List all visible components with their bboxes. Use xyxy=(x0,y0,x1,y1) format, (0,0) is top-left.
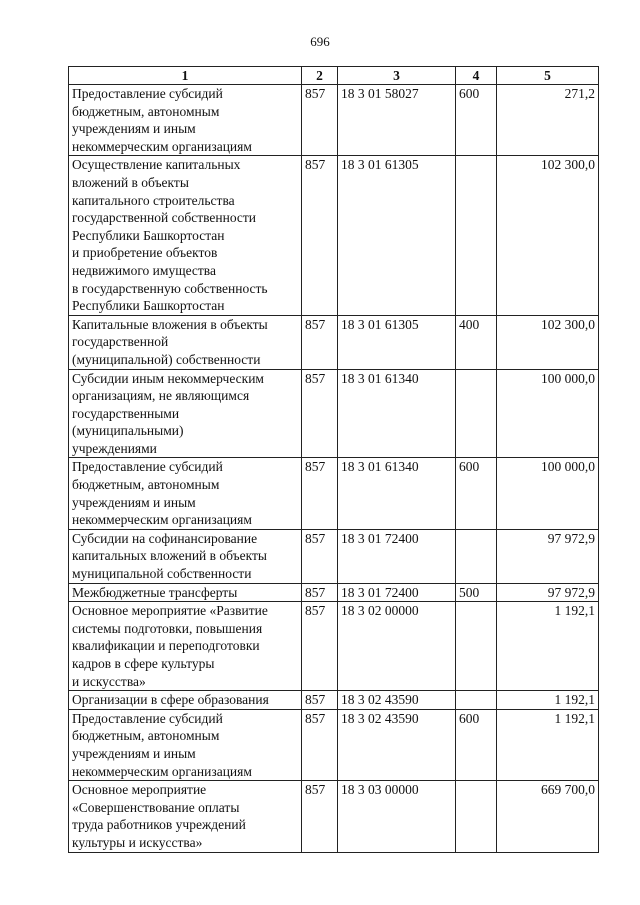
cell-sum: 1 192,1 xyxy=(497,602,599,691)
cell-name-line: Республики Башкортостан xyxy=(72,227,225,243)
cell-ved: 857 xyxy=(302,85,338,156)
table-header-row xyxy=(69,67,599,85)
cell-name-line: (муниципальными) xyxy=(72,423,184,439)
table-row xyxy=(69,709,599,780)
cell-name-line: некоммерческим организациям xyxy=(72,138,252,154)
cell-vr: 500 xyxy=(456,583,497,602)
page-number: 696 xyxy=(310,34,330,49)
cell-name-line: государственной xyxy=(72,334,169,350)
cell-name xyxy=(69,458,302,529)
cell-name xyxy=(69,529,302,583)
cell-vr xyxy=(456,781,497,852)
cell-vr: 600 xyxy=(456,458,497,529)
cell-name-line: муниципальной собственности xyxy=(72,566,252,582)
cell-name-line: Предоставление субсидий xyxy=(72,459,223,475)
cell-ved: 857 xyxy=(302,781,338,852)
cell-name-line: Предоставление субсидий xyxy=(72,710,223,726)
cell-sum: 669 700,0 xyxy=(497,781,599,852)
cell-csr: 18 3 01 72400 xyxy=(338,583,456,602)
cell-sum: 100 000,0 xyxy=(497,369,599,458)
table-row xyxy=(69,602,599,691)
cell-ved: 857 xyxy=(302,602,338,691)
cell-name-line: кадров в сфере культуры xyxy=(72,656,215,671)
cell-name-line: учреждениям и иным xyxy=(72,494,196,510)
cell-vr xyxy=(456,691,497,710)
cell-vr: 600 xyxy=(456,709,497,780)
budget-table xyxy=(68,66,599,853)
cell-name-line: капитального строительства xyxy=(72,192,235,208)
cell-csr: 18 3 02 00000 xyxy=(338,602,456,691)
cell-sum: 1 192,1 xyxy=(497,691,599,710)
cell-csr: 18 3 01 61305 xyxy=(338,156,456,315)
cell-name-line: Основное мероприятие «Развитие xyxy=(72,603,268,619)
cell-vr xyxy=(456,602,497,691)
table-row xyxy=(69,315,599,369)
cell-name-line: Организации в сфере образования xyxy=(72,692,269,708)
cell-name-line: учреждениями xyxy=(72,440,157,456)
table-row xyxy=(69,781,599,852)
column-header-vr: 4 xyxy=(456,67,497,85)
column-header-sum: 5 xyxy=(497,67,599,85)
cell-ved: 857 xyxy=(302,583,338,602)
cell-name-line: государственной собственности xyxy=(72,210,257,226)
column-header-name: 1 xyxy=(69,67,302,85)
cell-name xyxy=(69,315,302,369)
cell-name-line: Капитальные вложения в объекты xyxy=(72,316,268,332)
cell-name-line: вложений в объекты xyxy=(72,174,189,190)
table-row xyxy=(69,156,599,315)
cell-name-line: и приобретение объектов xyxy=(72,245,218,261)
table-body xyxy=(69,85,599,853)
cell-name-line: недвижимого имущества xyxy=(72,262,216,278)
cell-name-line: бюджетным, автономным xyxy=(72,477,220,493)
cell-csr: 18 3 01 58027 xyxy=(338,85,456,156)
cell-csr: 18 3 01 61340 xyxy=(338,369,456,458)
cell-name xyxy=(69,709,302,780)
table-row xyxy=(69,583,599,602)
cell-name-line: (муниципальной) собственности xyxy=(72,351,261,367)
cell-name xyxy=(69,583,302,602)
cell-name xyxy=(69,691,302,710)
cell-name-line: Основное мероприятие xyxy=(72,782,207,798)
cell-ved: 857 xyxy=(302,529,338,583)
table-row xyxy=(69,691,599,710)
cell-csr: 18 3 01 72400 xyxy=(338,529,456,583)
cell-vr: 600 xyxy=(456,85,497,156)
cell-csr: 18 3 01 61340 xyxy=(338,458,456,529)
cell-csr: 18 3 02 43590 xyxy=(338,709,456,780)
cell-name-line: «Совершенствование оплаты xyxy=(72,799,240,815)
cell-ved: 857 xyxy=(302,458,338,529)
cell-vr xyxy=(456,529,497,583)
cell-name-line: организациям, не являющимся xyxy=(72,388,250,404)
cell-name-line: квалификации и переподготовки xyxy=(72,638,260,654)
column-header-csr: 3 xyxy=(338,67,456,85)
column-header-ved: 2 xyxy=(302,67,338,85)
cell-name-line: государственными xyxy=(72,405,180,421)
cell-name-line: Республики Башкортостан xyxy=(72,298,225,314)
cell-ved: 857 xyxy=(302,315,338,369)
cell-name-line: Субсидии на софинансирование xyxy=(72,530,258,546)
cell-vr xyxy=(456,156,497,315)
cell-sum: 100 000,0 xyxy=(497,458,599,529)
table-row xyxy=(69,85,599,156)
cell-csr: 18 3 03 00000 xyxy=(338,781,456,852)
table-row xyxy=(69,458,599,529)
cell-name-line: бюджетным, автономным xyxy=(72,103,220,119)
cell-name-line: учреждениям и иным xyxy=(72,121,196,137)
cell-name-line: системы подготовки, повышения xyxy=(72,620,263,636)
cell-name-line: учреждениям и иным xyxy=(72,745,196,761)
cell-name-line: Межбюджетные трансферты xyxy=(72,584,238,600)
cell-csr: 18 3 01 61305 xyxy=(338,315,456,369)
cell-name-line: Субсидии иным некоммерческим xyxy=(72,370,264,386)
cell-sum: 102 300,0 xyxy=(497,156,599,315)
cell-sum: 102 300,0 xyxy=(497,315,599,369)
cell-name-line: труда работников учреждений xyxy=(72,817,246,833)
table-row xyxy=(69,369,599,458)
cell-name-line: некоммерческим организациям xyxy=(72,512,252,528)
cell-name xyxy=(69,156,302,315)
cell-ved: 857 xyxy=(302,369,338,458)
cell-vr xyxy=(456,369,497,458)
cell-name-line: Осуществление капитальных xyxy=(72,157,241,173)
cell-name xyxy=(69,602,302,691)
cell-name-line: и искусства» xyxy=(72,673,146,689)
cell-sum: 97 972,9 xyxy=(497,583,599,602)
cell-name-line: Предоставление субсидий xyxy=(72,86,223,101)
cell-ved: 857 xyxy=(302,156,338,315)
cell-csr: 18 3 02 43590 xyxy=(338,691,456,710)
cell-name-line: капитальных вложений в объекты xyxy=(72,548,267,564)
cell-ved: 857 xyxy=(302,709,338,780)
cell-name-line: некоммерческим организациям xyxy=(72,763,252,779)
cell-name-line: бюджетным, автономным xyxy=(72,728,220,744)
cell-sum: 271,2 xyxy=(497,85,599,156)
cell-name xyxy=(69,781,302,852)
cell-ved: 857 xyxy=(302,691,338,710)
cell-vr: 400 xyxy=(456,315,497,369)
cell-name xyxy=(69,369,302,458)
cell-sum: 97 972,9 xyxy=(497,529,599,583)
cell-sum: 1 192,1 xyxy=(497,709,599,780)
cell-name-line: культуры и искусства» xyxy=(72,834,203,850)
cell-name-line: в государственную собственность xyxy=(72,280,268,296)
table-row xyxy=(69,529,599,583)
cell-name xyxy=(69,85,302,156)
